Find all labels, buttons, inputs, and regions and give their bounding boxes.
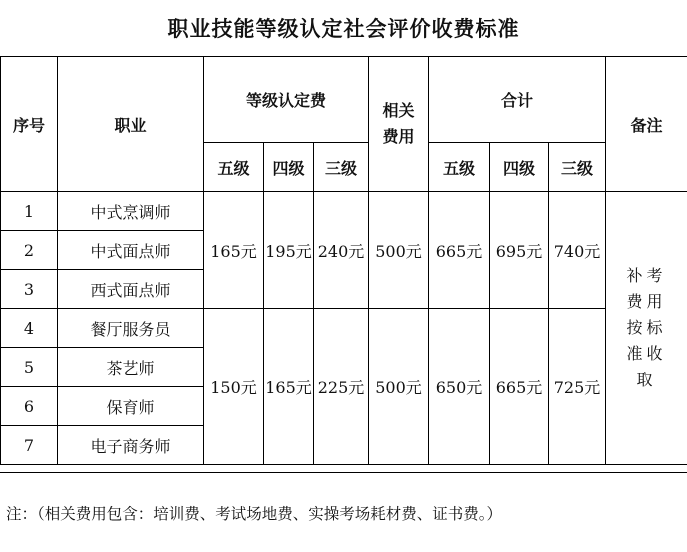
fee-table xyxy=(0,56,687,465)
row-occupation: 中式面点师 xyxy=(58,231,204,270)
header-cert-fee: 等级认定费 xyxy=(204,57,369,143)
header-seq: 序号 xyxy=(1,57,58,192)
total-level3: 725元 xyxy=(549,309,606,465)
cert-fee-level4: 195元 xyxy=(264,192,314,309)
remark-line: 准收 xyxy=(626,344,667,363)
header-row-top xyxy=(1,57,687,143)
total-level5: 650元 xyxy=(429,309,490,465)
row-seq: 7 xyxy=(1,426,58,465)
row-occupation: 餐厅服务员 xyxy=(58,309,204,348)
table-row xyxy=(1,192,687,231)
remark-line: 费用 xyxy=(626,292,667,311)
row-seq: 3 xyxy=(1,270,58,309)
row-seq: 2 xyxy=(1,231,58,270)
remark-line: 取 xyxy=(636,370,657,389)
header-remark: 备注 xyxy=(606,57,687,192)
total-level4: 665元 xyxy=(490,309,549,465)
cert-fee-level3: 240元 xyxy=(314,192,369,309)
total-level5: 665元 xyxy=(429,192,490,309)
header-total-level4: 四级 xyxy=(490,143,549,192)
remark-cell xyxy=(606,192,687,465)
header-total: 合计 xyxy=(429,57,606,143)
total-level3: 740元 xyxy=(549,192,606,309)
remark-line: 补考 xyxy=(626,266,667,285)
row-seq: 1 xyxy=(1,192,58,231)
row-occupation: 茶艺师 xyxy=(58,348,204,387)
row-occupation: 电子商务师 xyxy=(58,426,204,465)
related-fee: 500元 xyxy=(369,309,429,465)
header-cert-level4: 四级 xyxy=(264,143,314,192)
header-total-level3: 三级 xyxy=(549,143,606,192)
row-seq: 4 xyxy=(1,309,58,348)
row-occupation: 中式烹调师 xyxy=(58,192,204,231)
row-seq: 6 xyxy=(1,387,58,426)
row-occupation: 西式面点师 xyxy=(58,270,204,309)
row-occupation: 保育师 xyxy=(58,387,204,426)
header-cert-level3: 三级 xyxy=(314,143,369,192)
remark-line: 按标 xyxy=(626,318,667,337)
cert-fee-level4: 165元 xyxy=(264,309,314,465)
cert-fee-level5: 165元 xyxy=(204,192,264,309)
cert-fee-level3: 225元 xyxy=(314,309,369,465)
header-occupation: 职业 xyxy=(58,57,204,192)
header-cert-level5: 五级 xyxy=(204,143,264,192)
header-related-fee: 相关费用 xyxy=(369,57,429,192)
table-row xyxy=(1,309,687,348)
header-total-level5: 五级 xyxy=(429,143,490,192)
footnote: 注：（相关费用包含：培训费、考试场地费、实操考场耗材费、证书费。） xyxy=(0,472,687,552)
cert-fee-level5: 150元 xyxy=(204,309,264,465)
table-title: 职业技能等级认定社会评价收费标准 xyxy=(167,17,520,41)
related-fee: 500元 xyxy=(369,192,429,309)
row-seq: 5 xyxy=(1,348,58,387)
total-level4: 695元 xyxy=(490,192,549,309)
